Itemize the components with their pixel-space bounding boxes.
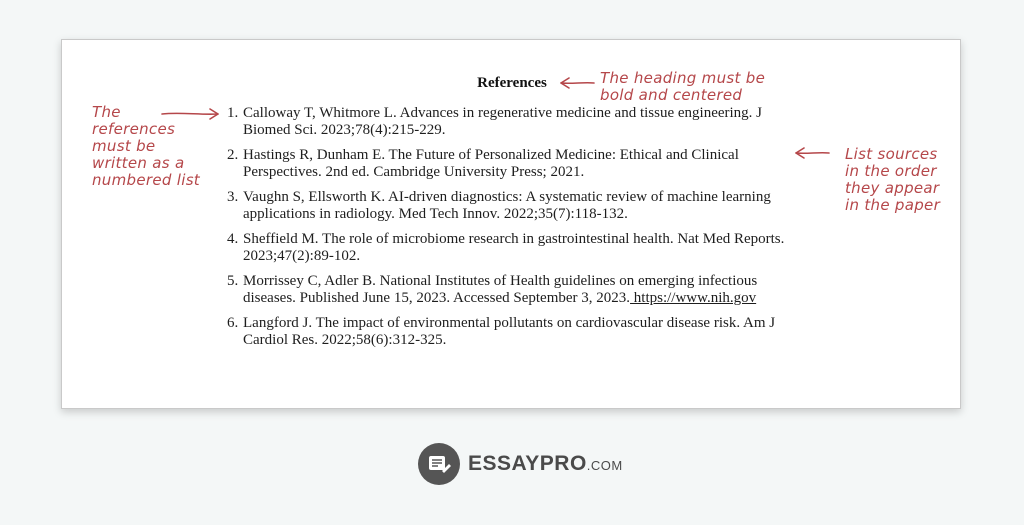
arrow-left-icon [793,145,831,161]
numbered-list-annotation: The references must be written as a numbered list [92,103,200,189]
reference-item [221,147,791,181]
reference-text: Calloway T, Whitmore L. Advances in regenerative medicine and tissue engineering. J Biomed Sci. 2023;78(4):215-229. [243,105,763,138]
reference-item [221,105,791,139]
reference-text: Morrissey C, Adler B. National Institutes of Health guidelines on emerging infectious diseases. Published June 15, 2023. Accessed September 3, 2023. [243,273,758,306]
reference-number: 5. [227,273,239,289]
reference-page [61,39,961,409]
reference-link[interactable]: https://www.nih.gov [630,290,757,306]
reference-number: 1. [227,105,239,121]
reference-item [221,231,791,265]
essay-pen-icon [418,443,460,485]
brand-name: ESSAYPRO.COM [468,452,623,475]
reference-number: 2. [227,147,239,163]
reference-number: 3. [227,189,239,205]
reference-item [221,189,791,223]
arrow-left-icon [558,75,596,91]
brand-logo [418,442,623,486]
references-heading: References [477,75,547,91]
reference-item [221,273,791,307]
reference-text: Langford J. The impact of environmental pollutants on cardiovascular disease risk. Am J Cardiol Res. 2022;58(6):312-325. [243,315,776,348]
reference-list [221,105,791,357]
reference-text: Sheffield M. The role of microbiome research in gastrointestinal health. Nat Med Reports. 2023;47(2):89-102. [243,231,785,264]
reference-number: 4. [227,231,239,247]
reference-number: 6. [227,315,239,331]
reference-item [221,315,791,349]
order-annotation: List sources in the order they appear in the paper [845,145,941,214]
reference-text: Hastings R, Dunham E. The Future of Personalized Medicine: Ethical and Clinical Perspectives. 2nd ed. Cambridge University Press; 2021. [243,147,739,180]
heading-annotation: The heading must be bold and centered [600,69,766,104]
reference-text: Vaughn S, Ellsworth K. AI-driven diagnostics: A systematic review of machine learning applications in radiology. Med Tech Innov. 2022;35(7):118-132. [243,189,771,222]
arrow-right-icon [160,106,222,122]
